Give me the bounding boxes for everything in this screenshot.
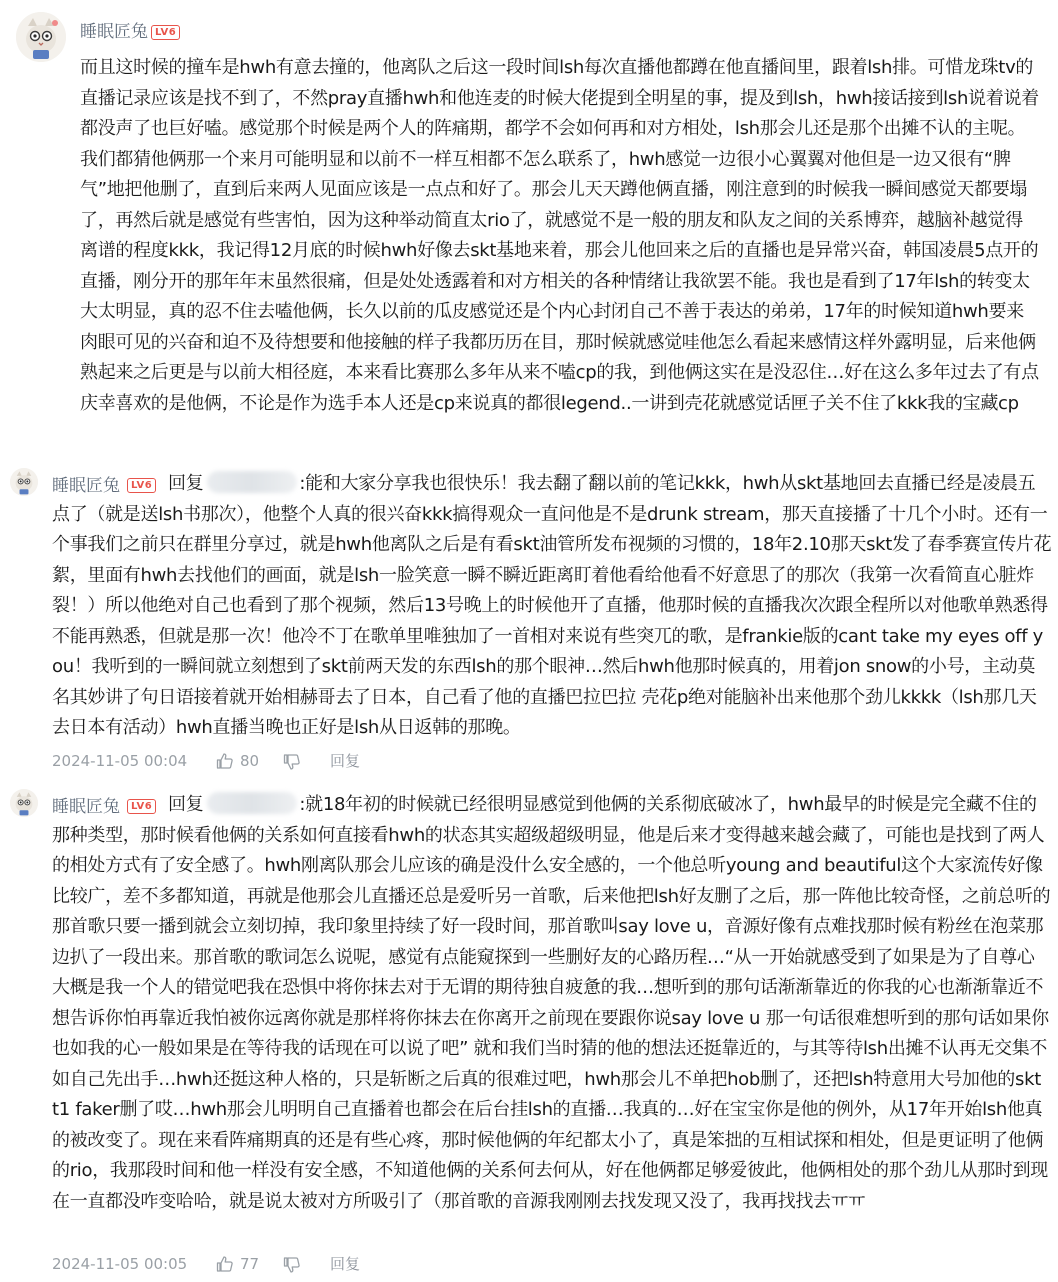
cat-avatar-icon xyxy=(10,789,38,817)
blurred-mention xyxy=(207,792,297,814)
cat-avatar-icon xyxy=(10,468,38,496)
avatar[interactable] xyxy=(16,12,66,62)
thumbs-down-icon[interactable] xyxy=(282,1255,302,1275)
reply-prefix: 回复 xyxy=(168,473,204,494)
reply-body: :就18年初的时候就已经很明显感觉到他俩的关系彻底破冰了，hwh最早的时候是完全藏不住的那种类型，那时候看他俩的关系如何直接看hwh的状态其实超级超级明显，他是后来才变得越来越会藏了，可能也是找到了两人的相处方式有了安全感了。hwh刚离队那会儿应该的确是没什么安全感的，一个他总听young and beautiful这个大家流传好像比较广，差不多都知道，再就是他那会儿直播还总是爱听另一首歌，后来他把lsh好友删了之后，那一阵他比较奇怪，之前总听的那首歌只要一播到就会立刻切掉，我印象里持续了好一段时间，那首歌叫say love u，音源好像有点难找那时候有粉丝在泡菜那边扒了一段出来。那首歌的歌词怎么说呢，感觉有点能窥探到一些删好友的心路历程…“从一开始就感受到了如果是为了自尊心大概是我一个人的错觉吧我在恐惧中将你抹去对于无谓的期待独自疲惫的我…想听到的那句话渐渐靠近的你我的心也渐渐靠近不想告诉你怕再靠近我怕被你远离你就是那样将你抹去在你离开之前现在要跟你说say love u 那一句话很难想听到的那句话如果你也如我的心一般如果是在等待我的话现在可以说了吧” 就和我们当时猜的他的想法还挺靠近的，与其等待lsh出摊不认再无交集不如自己先出手…hwh还挺这种人格的，只是斩断之后真的很难过吧，hwh那会儿不单把hob删了，还把lsh特意用大号加他的skt t1 faker删了哎…hwh那会儿明明自己直播着也都会在后台挂lsh的直播…我真的…好在宝宝你是他的例外，从17年开始lsh他真的被改变了。现在来看阵痛期真的还是有些心疼，那时候他俩的年纪都太小了，真是笨拙的互相试探和相处，但是更证明了他俩的rio，我那段时间和他一样没有安全感，不知道他俩的关系何去何从，好在他俩都足够爱彼此，他俩相处的那个劲儿从那时到现在一直都没咋变哈哈，就是说太被对方所吸引了（那首歌的音源我刚刚去找发现又没了，我再找找去ㅠㅠ xyxy=(52,794,1051,1212)
like-count: 80 xyxy=(240,752,260,770)
reply-button[interactable]: 回复 xyxy=(330,1255,361,1273)
reply-button[interactable]: 回复 xyxy=(330,752,361,770)
username[interactable]: 睡眠匠兔 xyxy=(52,797,120,817)
cat-avatar-icon xyxy=(16,12,66,62)
thumbs-up-icon[interactable] xyxy=(215,1254,235,1274)
blurred-mention xyxy=(207,471,297,493)
avatar[interactable] xyxy=(10,468,38,496)
comment-text xyxy=(52,790,1052,1217)
thumbs-down-icon[interactable] xyxy=(282,752,302,772)
reply-body: :能和大家分享我也很快乐！我去翻了翻以前的笔记kkk，hwh从skt基地回去直播已经是凌晨五点了（就是送lsh书那次），他整个人真的很兴奋kkk搞得观众一直问他是不是drunk stream，那天直接播了十几个小时。还有一个事我们之前只在群里分享过，就是hwh他离队之后是有看skt油管所发布视频的习惯的，18年2.10那天skt发了春季赛宣传片花絮，里面有hwh去找他们的画面，就是lsh一脸笑意一瞬不瞬近距离盯着他看给他看不好意思了的那次（我第一次看简直心脏炸裂！）所以他绝对自己也看到了那个视频，然后13号晚上的时候他开了直播，他那时候的直播我次次跟全程所以对他歌单熟悉得不能再熟悉，但就是那一次！他冷不丁在歌单里唯独加了一首相对来说有些突兀的歌，是frankie版的cant take my eyes off you！我听到的一瞬间就立刻想到了skt前两天发的东西lsh的那个眼神…然后hwh他那时候真的，用着jon snow的小号，主动莫名其妙讲了句日语接着就开始相赫哥去了日本，自己看了他的直播巴拉巴拉 壳花p绝对能脑补出来他那个劲儿kkkk（lsh那几天去日本有活动）hwh直播当晚也正好是lsh从日返韩的那晚。 xyxy=(52,473,1052,738)
timestamp: 2024-11-05 00:05 xyxy=(52,1255,188,1273)
username[interactable]: 睡眠匠兔 xyxy=(52,476,120,496)
timestamp: 2024-11-05 00:04 xyxy=(52,752,188,770)
thumbs-up-icon[interactable] xyxy=(215,751,235,771)
username[interactable]: 睡眠匠兔 xyxy=(80,22,148,42)
avatar[interactable] xyxy=(10,789,38,817)
comment-text: 而且这时候的撞车是hwh有意去撞的，他离队之后这一段时间lsh每次直播他都蹲在他直播间里，跟着lsh排。可惜龙珠tv的直播记录应该是找不到了，不然pray直播hwh和他连麦的时候大佬提到全明星的事，提及到lsh，hwh接话接到lsh说着说着都没声了也巨好嗑。感觉那个时候是两个人的阵痛期，都学不会如何再和对方相处，lsh那会儿还是那个出摊不认的主呢。我们都猜他俩那一个来月可能明显和以前不一样互相都不怎么联系了，hwh感觉一边很小心翼翼对他但是一边又很有“脾气”地把他删了，直到后来两人见面应该是一点点和好了。那会儿天天蹲他俩直播，刚注意到的时候我一瞬间感觉天都要塌了，再然后就是感觉有些害怕，因为这种举动简直太rio了，就感觉不是一般的朋友和队友之间的关系博弈，越脑补越觉得离谱的程度kkk，我记得12月底的时候hwh好像去skt基地来着，那会儿他回来之后的直播也是异常兴奋，韩国凌晨5点开的直播，刚分开的那年年末虽然很痛，但是处处透露着和对方相关的各种情绪让我欲罢不能。我也是看到了17年lsh的转变太大太明显，真的忍不住去嗑他俩，长久以前的瓜皮感觉还是个内心封闭自己不善于表达的弟弟，17年的时候知道hwh要来肉眼可见的兴奋和迫不及待想要和他接触的样子我都历历在目，那时候就感觉哇他怎么看起来感情这样外露明显，后来他俩熟起来之后更是与以前大相径庭，本来看比赛那么多年从来不嗑cp的我，到他俩这实在是没忍住…好在这么多年过去了有点庆幸喜欢的是他俩，不论是作为选手本人还是cp来说真的都很legend..一讲到壳花就感觉话匣子关不住了kkk我的宝藏cp xyxy=(80,57,1039,414)
level-badge: LV6 xyxy=(127,478,156,493)
reply-prefix: 回复 xyxy=(168,794,204,815)
comment-text xyxy=(52,469,1052,744)
like-count: 77 xyxy=(240,1255,260,1273)
level-badge: LV6 xyxy=(151,25,180,40)
level-badge: LV6 xyxy=(127,799,156,814)
